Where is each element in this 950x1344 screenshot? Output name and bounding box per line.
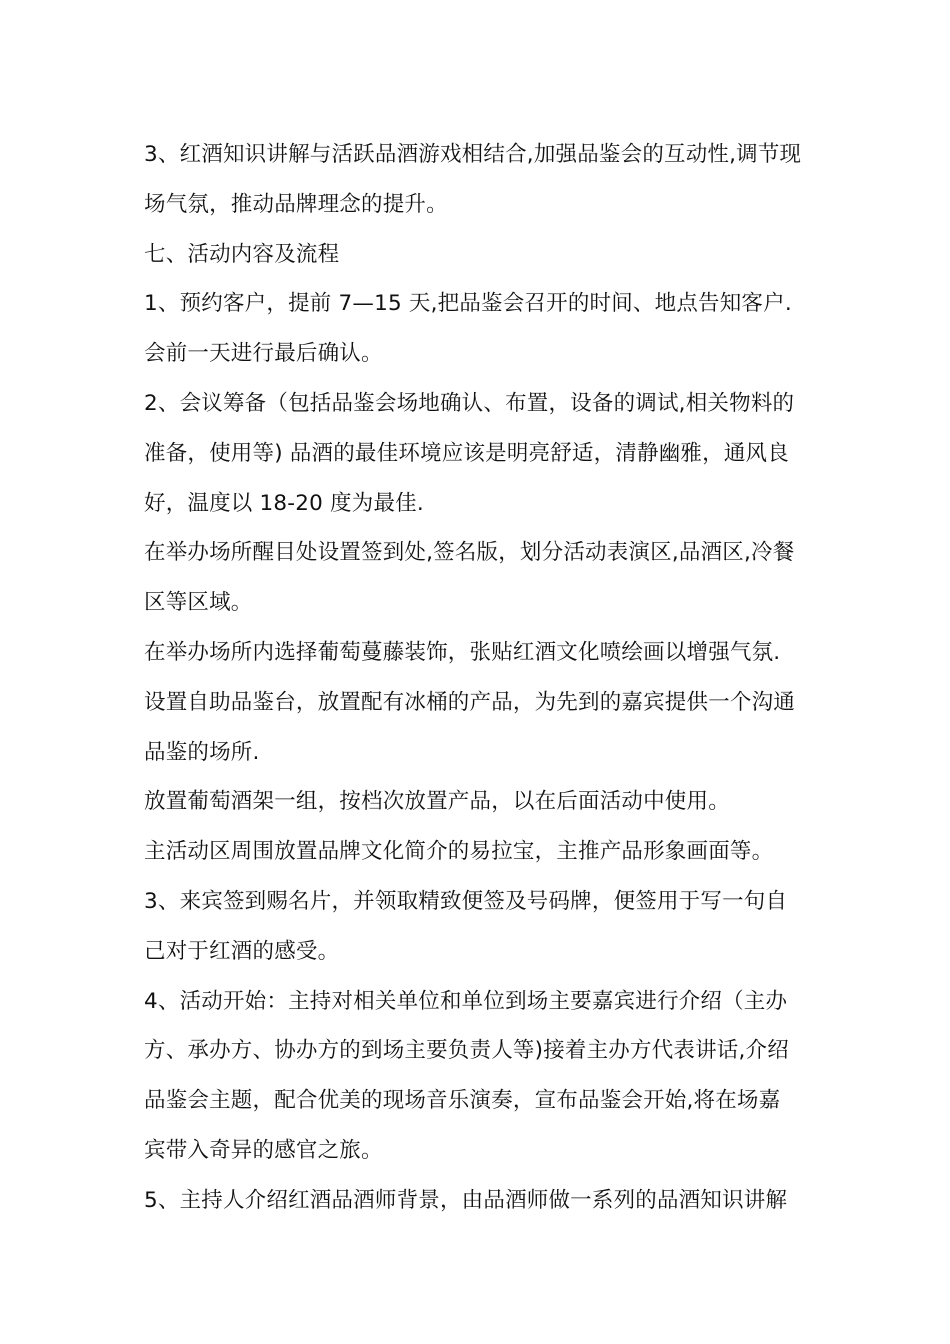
document-body (144, 130, 814, 1226)
text-line-13: 品鉴的场所. (144, 739, 260, 765)
text-line-14: 放置葡萄酒架一组，按档次放置产品，以在后面活动中使用。 (144, 789, 730, 815)
text-line-20: 品鉴会主题，配合优美的现场音乐演奏，宣布品鉴会开始,将在场嘉 (144, 1088, 781, 1114)
text-line-15: 主活动区周围放置品牌文化简介的易拉宝，主推产品形象画面等。 (144, 839, 774, 865)
text-line-10: 区等区域。 (144, 590, 253, 616)
section-heading: 七、活动内容及流程 (144, 241, 340, 267)
text-line-18: 4、活动开始：主持对相关单位和单位到场主要嘉宾进行介绍（主办 (144, 988, 788, 1014)
text-line-9: 在举办场所醒目处设置签到处,签名版，划分活动表演区,品酒区,冷餐 (144, 540, 795, 566)
text-line-4: 1、预约客户，提前 7—15 天,把品鉴会召开的时间、地点告知客户. (144, 291, 792, 317)
text-line-2: 场气氛，推动品牌理念的提升。 (144, 191, 448, 217)
text-line-8: 好，温度以 18-20 度为最佳. (144, 490, 424, 516)
text-line-19: 方、承办方、协办方的到场主要负责人等)接着主办方代表讲话,介绍 (144, 1038, 789, 1064)
text-line-6: 2、会议筹备（包括品鉴会场地确认、布置，设备的调试,相关物料的 (144, 390, 795, 416)
text-line-22: 5、主持人介绍红酒品酒师背景，由品酒师做一系列的品酒知识讲解 (144, 1187, 788, 1213)
text-line-12: 设置自助品鉴台，放置配有冰桶的产品，为先到的嘉宾提供一个沟通 (144, 689, 796, 715)
text-line-17: 己对于红酒的感受。 (144, 938, 340, 964)
text-line-21: 宾带入奇异的感官之旅。 (144, 1137, 383, 1163)
text-line-11: 在举办场所内选择葡萄蔓藤装饰，张贴红酒文化喷绘画以增强气氛. (144, 639, 781, 665)
text-line-16: 3、来宾签到赐名片，并领取精致便签及号码牌，便签用于写一句自 (144, 888, 788, 914)
text-line-5: 会前一天进行最后确认。 (144, 341, 383, 367)
text-line-1: 3、红酒知识讲解与活跃品酒游戏相结合,加强品鉴会的互动性,调节现 (144, 142, 802, 167)
text-line-7: 准备，使用等) 品酒的最佳环境应该是明亮舒适，清静幽雅，通风良 (144, 440, 789, 466)
